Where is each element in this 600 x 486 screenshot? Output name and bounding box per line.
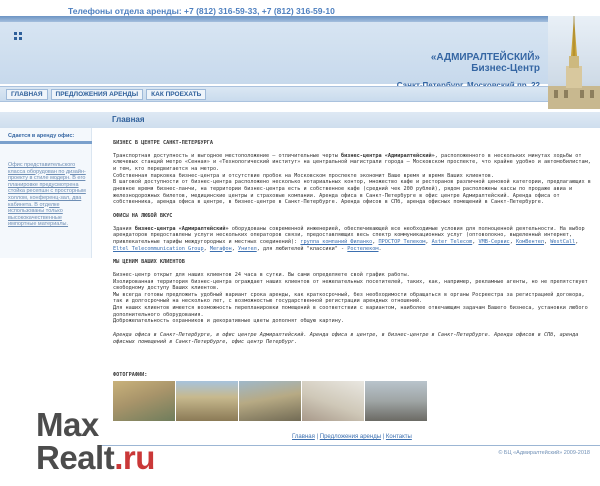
rental-phones: Телефоны отдела аренды: +7 (812) 316-59-33, +7 (812) 316-59-10 — [68, 6, 335, 16]
paragraph-security: Изолированная территория бизнес-центра ограждает наших клиентов от нежелательных посетителей, таких, как, например, рекламные агенты, но не препятствует свободному доступу Ваших клиентов. — [113, 278, 588, 292]
watermark-domain: .ru — [114, 439, 155, 476]
spacer — [113, 206, 591, 213]
title-name: «АДМИРАЛТЕЙСКИЙ» — [430, 52, 540, 63]
paragraph-replanning: Для наших клиентов имеется возможность перепланировки помещений в соответствии с вариантом, наиболее отвечающим задачам Вашего бизнеса, установки любого дополнительного оборудования. — [113, 305, 588, 318]
footer-divider — [100, 445, 600, 446]
nav-home[interactable]: ГЛАВНАЯ — [6, 89, 48, 100]
paragraph-seo: Аренда офиса в Санкт-Петербурге, в офис центре Адмиралтейский. Аренда офиса в центре, в бизнес-центре в Санкт-Петербурге. Аренда офисов в СПб, аренда офисных помещений в Санкт-Петербурге, офис центр Петербург. — [113, 332, 579, 345]
operator-link[interactable]: Унител — [237, 245, 257, 252]
section-heading-offices: ОФИСЫ НА ЛЮБОЙ ВКУС — [113, 212, 173, 219]
photo-thumbnail[interactable] — [239, 381, 301, 421]
sidebar-heading: Сдается в аренду офис: — [8, 133, 75, 139]
photo-gallery — [113, 381, 428, 421]
nav-directions[interactable]: КАК ПРОЕХАТЬ — [146, 89, 206, 100]
photos-heading: ФОТОГРАФИИ: — [113, 372, 148, 378]
admiralty-spire-image — [548, 16, 600, 109]
operator-link[interactable]: Aster Telecom — [431, 238, 473, 245]
paragraph-amenities: В шаговой доступности от бизнес-центра расположено несколько нотариальных контор, множество кафе и ресторанов различной ценовой категории, предлагающих в дневное время бизнес-ланчи, на территории бизнес-центра есть и собственное кафе (средний чек 200 рублей), рядом расположены кассы по продаже авиа и железнодорожных билетов, медицинские центры и страховые компании. Аренда офиса в Санкт-Петербурге в офис центре Адмиралтейский. Аренда офиса от собственника, аренда офиса в центре, в бизнес-центре в Санкт-Петербурге. Аренда офисов в СПб, аренда офисных помещений в Санкт-Петербурге. — [113, 179, 591, 206]
text: оборудованы современной инженерией, обеспечивающей все необходимые условия для полноценной деятельности. На выбор арендаторов предоставлены услуги нескольких операторов связи, предоставляющих весь спектр коммуникационных услуг (оптоволокно, выделенный интернет, привлекательные тарифы междугородных и местных соединений): — [113, 225, 585, 245]
operator-link-rostelecom[interactable]: Ростелеком — [347, 245, 379, 252]
bc-name: бизнес-центра «Адмиралтейский» — [341, 152, 435, 159]
page-title-bar — [0, 112, 600, 128]
section-heading-business: БИЗНЕС В ЦЕНТРЕ САНКТ-ПЕТЕРБУРГА — [113, 140, 213, 146]
footer-link-home[interactable]: Главная — [292, 434, 315, 440]
spacer — [113, 252, 591, 259]
sidebar-divider — [0, 141, 92, 144]
paragraph-hours: Бизнес-центр открыт для наших клиентов 24 часа в сутки. Вы сами определяете свой график работы. — [113, 271, 410, 278]
paragraph-parking: Собственная парковка бизнес-центра и отсутствие пробок на Московском проспекте экономит Ваше время и время Ваших клиентов. — [113, 172, 495, 179]
footer-link-contacts[interactable]: Контакты — [385, 434, 412, 440]
operator-link[interactable]: WestCall — [550, 238, 576, 245]
section-heading-clients: МЫ ЦЕНИМ ВАШИХ КЛИЕНТОВ — [113, 259, 185, 266]
paragraph-lease-terms: Мы всегда готовы предложить удобный вариант срока аренды, как краткосрочный, без необходимости обращаться в органы Росреестра за регистрацией договора, так и долгосрочный на несколько лет, с возможностью государственной регистрации арендных отношений. — [113, 291, 585, 305]
header-stripe — [0, 16, 548, 22]
paragraph-staff: Доброжелательность охранников и декоративные цветы дополнят общую картину. — [113, 318, 345, 325]
footer-navigation: Главная | Предложения аренды | Контакты — [292, 434, 412, 440]
text: Здания — [113, 225, 135, 232]
business-center-title — [431, 52, 540, 74]
photo-thumbnail[interactable] — [176, 381, 238, 421]
operator-link[interactable]: ПРОСТОР Телеком — [378, 238, 426, 245]
spire-icon — [548, 16, 600, 109]
paragraph-engineering: Здания бизнес-центра «Адмиралтейский» оборудованы современной инженерией, обеспечивающей все необходимые условия для полноценной деятельности. На выбор арендаторов предоставлены услуги нескольких операторов связи, предоставляющих весь спектр коммуникационных услуг (оптоволокно, выделенный интернет, привлекательные тарифы междугородных и местных соединений): группа компаний Филанко, ПРОСТОР Телеком, Aster Telecom, VMB-Сервис, КомВентел, WestCall, Eltel Telecommunication Group, Мегафон, Унител, для любителей "классики" - Ростелеком. — [113, 225, 585, 252]
top-navigation — [0, 86, 548, 102]
text: , расположенного в нескольких минутах ходьбы от ключевых станций метро «Сенная» и «Технологический институт» на центральной магистрали города – Московском проспекте, что крайне удобно и автомобилистам, и тем, кто передвигается на метро. — [113, 152, 591, 172]
watermark-line1: Max — [36, 406, 99, 443]
footer-link-offers[interactable]: Предложения аренды — [319, 434, 382, 440]
operator-link[interactable]: Eltel Telecommunication Group — [113, 245, 204, 252]
watermark-logo — [36, 408, 155, 474]
nav-rental-offers[interactable]: ПРЕДЛОЖЕНИЯ АРЕНДЫ — [51, 89, 144, 100]
page-title: Главная — [112, 115, 145, 124]
paragraph-location — [113, 153, 591, 173]
text: Транспортная доступность и выгодное местоположение – отличительные черты — [113, 152, 341, 159]
watermark-line2 — [36, 441, 155, 474]
photo-thumbnail[interactable] — [302, 381, 364, 421]
title-subtitle: Бизнес-Центр — [471, 63, 540, 74]
operator-link[interactable]: VMB-Сервис — [478, 238, 510, 245]
watermark-brand: Realt — [36, 439, 115, 476]
copyright: © БЦ «Адмиралтейский» 2009-2018 — [498, 450, 590, 456]
operator-link[interactable]: Мегафон — [209, 245, 232, 252]
operator-link[interactable]: группа компаний Филанко — [300, 238, 373, 245]
main-content — [113, 140, 591, 345]
office-promo-link[interactable]: Офис представительского класса оборудован по дизайн-проекту в стиле модерн. В его планировке предусмотрена стойка ресепшн с просторным холлом, конференц-зал, два кабинета. В отделке использованы только высококачественные импортные материалы. — [8, 162, 86, 228]
logo-dots-icon — [14, 32, 24, 42]
operator-link[interactable]: КомВентел — [515, 238, 545, 245]
photo-thumbnail[interactable] — [365, 381, 427, 421]
text: , для любителей "классики" - — [256, 245, 348, 252]
sidebar — [0, 128, 92, 258]
bc-name: бизнес-центра «Адмиралтейский» — [134, 225, 229, 232]
